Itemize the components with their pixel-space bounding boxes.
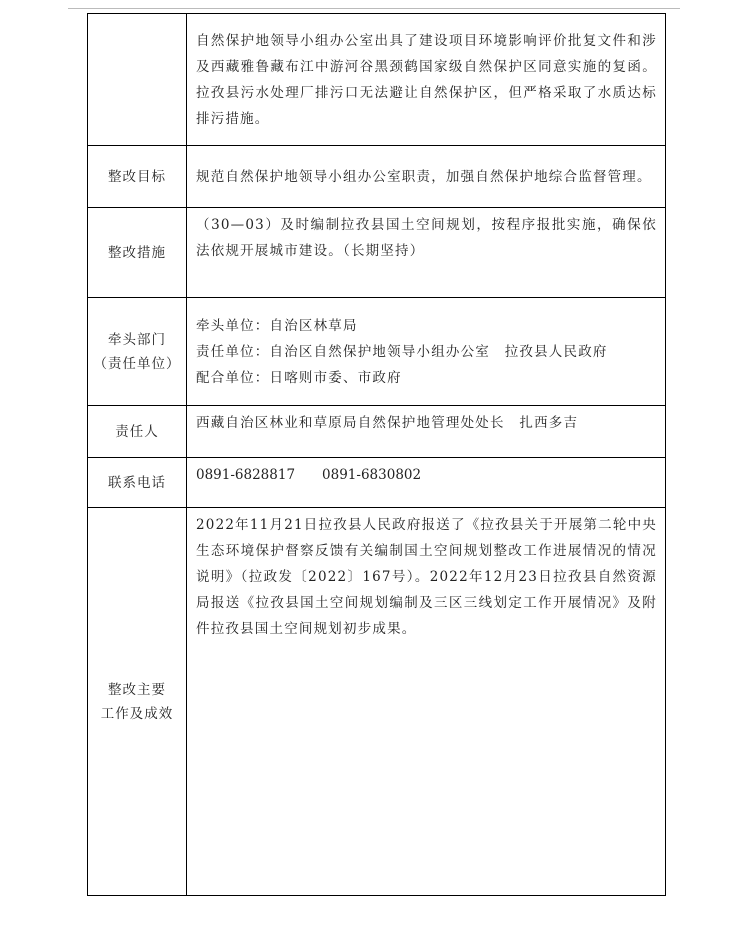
departments-label-line-1: 牵头部门 (108, 331, 166, 348)
results-paragraph: 2022年11月21日拉孜县人民政府报送了《拉孜县关于开展第二轮中央生态环境保护督察反馈有关编制国土空间规划整改工作进展情况的情况说明》（拉政发〔2022〕167号）。2022年12月23日拉孜县自然资源局报送《拉孜县国土空间规划编制及三区三线划定工作开展情况》及附件拉孜县国土空间规划初步成果。 (196, 517, 657, 637)
row-label-responsible-person: 责任人 (88, 406, 187, 458)
phone-numbers: 0891-6828817 0891-6830802 (196, 467, 422, 483)
row-label-departments (88, 298, 187, 406)
measures-paragraph: （30—03）及时编制拉孜县国土空间规划，按程序报批实施，确保依法依规开展城市建设。（长期坚持） (196, 217, 657, 259)
goal-text (187, 146, 666, 208)
row-label (88, 14, 187, 146)
rectification-table (87, 13, 666, 896)
page-top-rule (68, 8, 680, 9)
results-label-line-2: 工作及成效 (100, 705, 174, 722)
lead-unit: 牵头单位：自治区林草局 (196, 317, 358, 334)
measures-text (187, 208, 666, 298)
table-row-context (88, 14, 666, 146)
row-label-measures: 整改措施 (88, 208, 187, 298)
results-label-line-1: 整改主要 (108, 681, 166, 698)
table-row-phone (88, 458, 666, 508)
row-label-results (88, 508, 187, 896)
phone-text (187, 458, 666, 508)
departments-label-line-2: （责任单位） (93, 355, 181, 372)
context-paragraph: 自然保护地领导小组办公室出具了建设项目环境影响评价批复文件和涉及西藏雅鲁藏布江中游河谷黑颈鹤国家级自然保护区同意实施的复函。拉孜县污水处理厂排污口无法避让自然保护区，但严格采取了水质达标排污措施。 (196, 32, 657, 127)
row-label-phone: 联系电话 (88, 458, 187, 508)
responsible-unit: 责任单位：自治区自然保护地领导小组办公室 拉孜县人民政府 (196, 343, 608, 360)
table-row-results (88, 508, 666, 896)
cooperating-unit: 配合单位：日喀则市委、市政府 (196, 369, 402, 386)
responsible-person: 西藏自治区林业和草原局自然保护地管理处处长 扎西多吉 (196, 415, 579, 431)
results-text (187, 508, 666, 896)
table-row-measures (88, 208, 666, 298)
goal-paragraph: 规范自然保护地领导小组办公室职责，加强自然保护地综合监督管理。 (196, 168, 652, 185)
responsible-person-text (187, 406, 666, 458)
departments-text (187, 298, 666, 406)
table-row-responsible-person (88, 406, 666, 458)
row-label-goal: 整改目标 (88, 146, 187, 208)
context-text (187, 14, 666, 146)
table-row-goal (88, 146, 666, 208)
table-row-departments (88, 298, 666, 406)
